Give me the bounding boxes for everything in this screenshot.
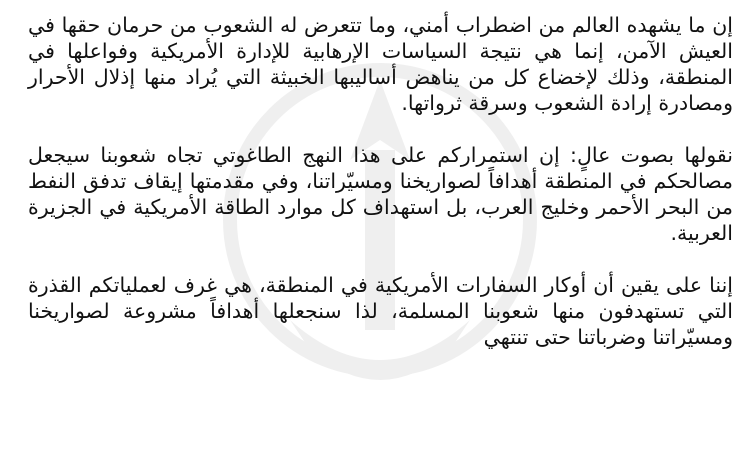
paragraph-3: إننا على يقين أن أوكار السفارات الأمريكية في المنطقة، هي غرف لعملياتكم القذرة التي تستهدفون منها شعوبنا المسلمة، لذا سنجعلها أهدافاً مشروعة لصواريخنا ومسيّراتنا وضرباتنا حتى تنتهي xyxy=(28,273,733,349)
paragraph-1: إن ما يشهده العالم من اضطراب أمني، وما تتعرض له الشعوب من حرمان حقها في العيش الآمن، إنما هي نتيجة السياسات الإرهابية للإدارة الأمريكية وفواعلها في المنطقة، وذلك لإخضاع كل من يناهض أساليبها الخبيثة التي يُراد منها إذلال الأحرار ومصادرة إرادة الشعوب وسرقة ثرواتها. xyxy=(28,13,733,115)
document-body xyxy=(28,12,733,376)
paragraph-2: نقولها بصوت عالٍ: إن استمراركم على هذا النهج الطاغوتي تجاه شعوبنا سيجعل مصالحكم في المنطقة أهدافاً لصواريخنا ومسيّراتنا، وفي مقدمتها إيقاف تدفق النفط من البحر الأحمر وخليج العرب، بل استهداف كل موارد الطاقة الأمريكية في الجزيرة العربية. xyxy=(28,143,733,245)
